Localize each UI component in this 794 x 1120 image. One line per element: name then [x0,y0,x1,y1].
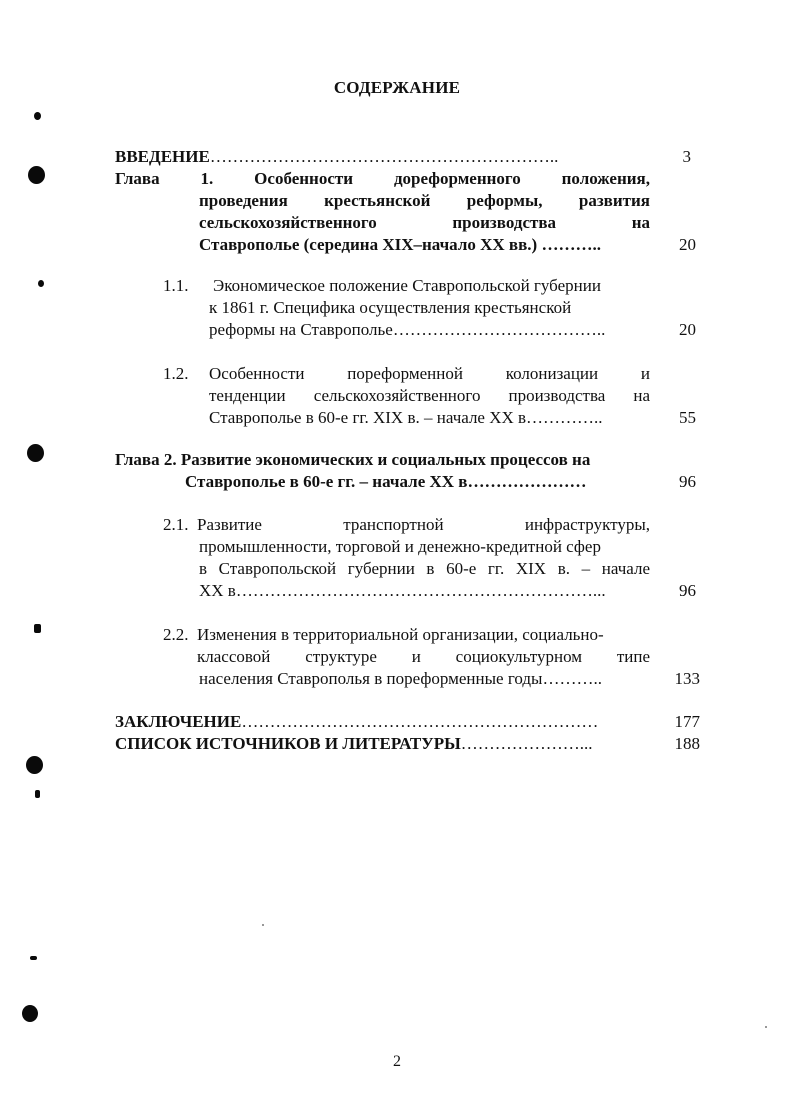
chapter-line: Глава 2. Развитие экономических и социальных процессов на [115,450,591,469]
section-line: Развитие транспортной инфраструктуры, [197,515,650,534]
scan-speck [262,924,264,926]
page-title: СОДЕРЖАНИЕ [333,78,461,97]
page-number: 20 [679,235,696,254]
chapter-line: Ставрополье (середина XIX–начало XX вв.) ……….. [199,235,601,254]
section-line: Ставрополье в 60-е гг. XIX в. – начале XX в………….. [209,408,603,427]
scan-speck [765,1026,767,1028]
binder-hole-mark [34,624,41,633]
page-number: 177 [674,712,700,731]
toc-label [115,733,593,755]
chapter-line: Глава 1. Особенности дореформенного положения, [115,169,650,188]
section-number: 1.2. [163,364,189,383]
chapter-line: проведения крестьянской реформы, развития [199,191,650,210]
page-number: 188 [674,734,700,753]
section-line: населения Ставрополья в пореформенные годы……….. [199,669,602,688]
toc-label [115,146,558,168]
leader-dots: ……………………………………………………… [241,712,599,731]
section-number: 1.1. [163,276,189,295]
section-line: в Ставропольской губернии в 60-е гг. XIX в. – начале [199,559,650,578]
section-line: промышленности, торговой и денежно-кредитной сфер [199,537,601,556]
section-line: классовой структуре и социокультурном типе [197,647,650,666]
page-number: 96 [679,472,696,491]
section-number: 2.2. [163,625,189,644]
leader-dots: …………………………………………………….. [209,147,559,166]
binder-hole-mark [35,790,40,798]
section-line: Изменения в территориальной организации, социально- [197,625,604,644]
section-line: тенденции сельскохозяйственного производства на [209,386,650,405]
chapter-line: сельскохозяйственного производства на [199,213,650,232]
binder-hole-mark [27,444,44,462]
binder-hole-mark [28,166,45,184]
page-number: 133 [674,669,700,688]
toc-label [115,711,598,733]
page-number: 55 [679,408,696,427]
sources-label: СПИСОК ИСТОЧНИКОВ И ЛИТЕРАТУРЫ [115,734,461,753]
section-line: реформы на Ставрополье……………………………….. [209,320,606,339]
intro-label: ВВЕДЕНИЕ [115,147,210,166]
section-line: Особенности пореформенной колонизации и [209,364,650,383]
section-line: XX в………………………………………………………... [199,581,606,600]
binder-hole-mark [38,280,44,287]
section-line: к 1861 г. Специфика осуществления крестьянской [209,298,572,317]
binder-hole-mark [26,756,43,774]
section-number: 2.1. [163,515,189,534]
conclusion-label: ЗАКЛЮЧЕНИЕ [115,712,242,731]
footer-page-number: 2 [393,1053,401,1070]
page-number: 96 [679,581,696,600]
binder-hole-mark [34,112,41,120]
page-number: 3 [682,147,691,166]
chapter-line: Ставрополье в 60-е гг. – начале XX в………………… [185,472,587,491]
binder-hole-mark [30,956,37,960]
binder-hole-mark [22,1005,38,1022]
section-line: Экономическое положение Ставропольской губернии [213,276,601,295]
page-number: 20 [679,320,696,339]
leader-dots: …………………... [460,734,593,753]
